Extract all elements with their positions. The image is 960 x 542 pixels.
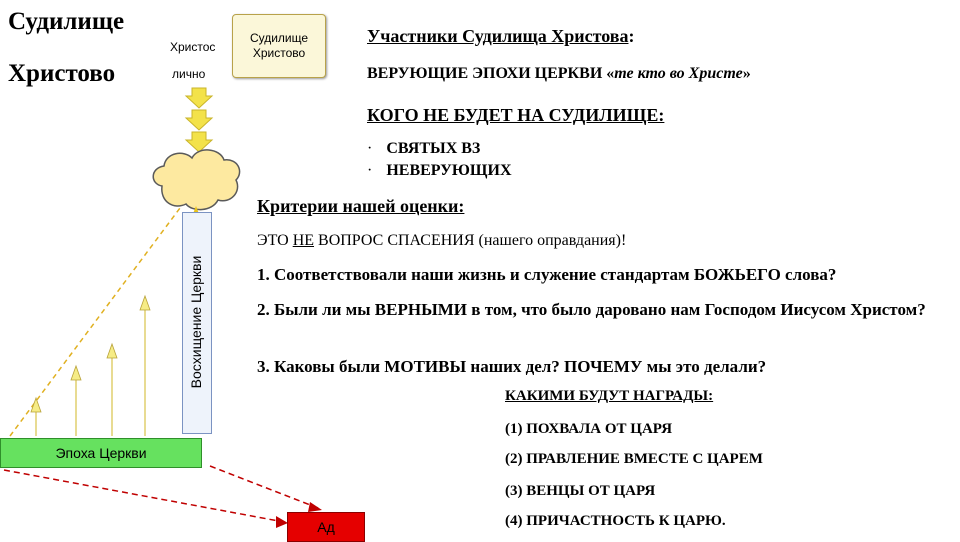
question-number: 3. <box>257 357 270 376</box>
question-text: Были ли мы ВЕРНЫМИ в том, что было даровано нам Господом Иисусом Христом? <box>274 300 926 319</box>
participants-title-colon: : <box>628 26 635 46</box>
bullet-dot: · <box>367 162 373 179</box>
question-number: 2. <box>257 300 270 319</box>
participants-title-text: Участники Судилища Христова <box>367 26 629 46</box>
believers-suffix: » <box>742 65 751 82</box>
reward-item-4: (4) ПРИЧАСТНОСТЬ К ЦАРЮ. <box>505 513 726 529</box>
bullet-dot: · <box>367 140 373 157</box>
up-arrow-icon <box>71 366 81 436</box>
not-present-title: КОГО НЕ БУДЕТ НА СУДИЛИЩЕ: <box>367 105 665 125</box>
rapture-label <box>182 212 210 432</box>
hell-box: Ад <box>287 512 365 542</box>
christ-personally-label: лично <box>172 67 206 81</box>
criteria-title: Критерии нашей оценки: <box>257 196 465 216</box>
hell-arrow-head-icon <box>308 502 322 512</box>
not-present-item-2: НЕВЕРУЮЩИХ <box>386 162 512 179</box>
church-age-box: Эпоха Церкви <box>0 438 202 468</box>
cloud-icon <box>153 150 239 210</box>
criteria-note-not: НЕ <box>292 232 315 249</box>
believers-italic: те кто во Христе <box>614 65 743 82</box>
reward-item-3: (3) ВЕНЦЫ ОТ ЦАРЯ <box>505 483 656 499</box>
down-arrow-icon <box>186 132 212 152</box>
reward-item-1: (1) ПОХВАЛА ОТ ЦАРЯ <box>505 421 673 437</box>
page-title-line1: Судилище <box>8 8 125 35</box>
question-text: Каковы были МОТИВЫ наших дел? ПОЧЕМУ мы это делали? <box>274 357 767 376</box>
down-arrow-icon <box>186 110 212 130</box>
christ-label: Христос <box>170 40 216 54</box>
hell-path-line <box>210 466 318 508</box>
question-text: Соответствовали наши жизнь и служение стандартам БОЖЬЕГО слова? <box>274 265 837 284</box>
criteria-note-suffix: ВОПРОС СПАСЕНИЯ (нашего оправдания)! <box>314 232 627 249</box>
rewards-title: КАКИМИ БУДУТ НАГРАДЫ: <box>505 388 714 404</box>
scroll-line2: Христово <box>252 46 306 60</box>
reward-item-2: (2) ПРАВЛЕНИЕ ВМЕСТЕ С ЦАРЕМ <box>505 451 763 467</box>
rapture-label-text: Восхищение Церкви <box>188 255 204 389</box>
believers-prefix: ВЕРУЮЩИЕ ЭПОХИ ЦЕРКВИ « <box>367 65 615 82</box>
question-number: 1. <box>257 265 270 284</box>
down-arrow-icon <box>186 88 212 108</box>
up-arrow-icon <box>107 344 117 436</box>
criteria-note-prefix: ЭТО <box>257 232 293 249</box>
scroll-line1: Судилище <box>249 31 309 45</box>
up-arrow-icon <box>31 398 41 436</box>
not-present-item-1: СВЯТЫХ ВЗ <box>386 140 481 157</box>
up-arrow-icon <box>140 296 150 436</box>
page-title-line2: Христово <box>8 60 116 87</box>
